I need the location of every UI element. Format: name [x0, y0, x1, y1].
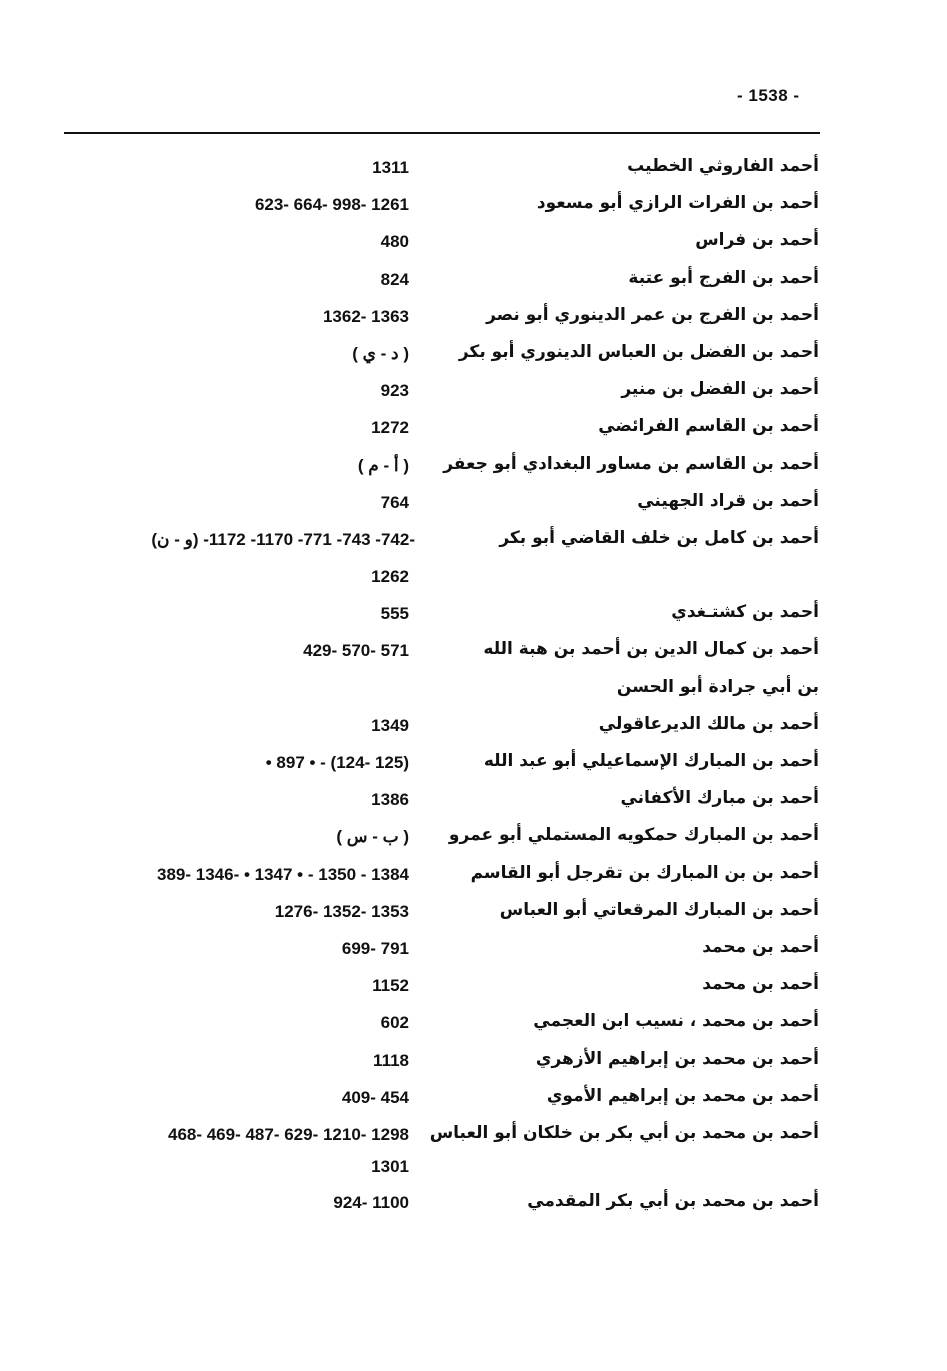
index-entry [0, 262, 947, 299]
entry-name: أحمد بن قراد الجهيني [637, 490, 819, 511]
entry-name: أحمد بن الفضل بن منير [621, 379, 819, 400]
entry-page-refs: (و - ن) -742- 743- 771- 1170- 1172- [151, 529, 415, 549]
entry-page-refs: 1118 [373, 1050, 409, 1070]
entry-page-refs: 389- 1346- • 1347 • - 1350 - 1384 [157, 864, 409, 884]
entry-name: أحمد بن مالك الديرعاقولي [598, 713, 819, 734]
entry-page-refs: ( د - ي ) [352, 343, 409, 363]
index-entry [0, 522, 947, 559]
entry-name: أحمد بن محمد بن أبي بكر المقدمي [527, 1190, 819, 1211]
index-entry [0, 708, 947, 745]
index-entry [0, 299, 947, 336]
index-entry-continuation [0, 559, 947, 596]
index-entry [0, 1080, 947, 1117]
index-entry [0, 448, 947, 485]
entry-name: أحمد بن الفرات الرازي أبو مسعود [536, 193, 819, 214]
index-entry [0, 894, 947, 931]
index-entry-continuation [0, 1149, 947, 1185]
entry-page-refs: 1349 [371, 715, 409, 735]
entry-page-refs: 824 [380, 269, 409, 289]
index-entry [0, 968, 947, 1005]
entry-name: أحمد بن محمد بن إبراهيم الأموي [546, 1085, 819, 1106]
entry-page-refs: 1386 [371, 790, 409, 810]
entry-name: أحمد بن المبارك الإسماعيلي أبو عبد الله [483, 751, 819, 771]
entry-page-refs: 468- 469- 487- 629- 1210- 1298 [167, 1124, 409, 1144]
index-entry [0, 633, 947, 670]
entry-name: أحمد بن كمال الدين بن أحمد بن هبة الله [483, 639, 819, 660]
entry-page-refs: 602 [380, 1013, 409, 1033]
entry-name: أحمد بن كامل بن خلف القاضي أبو بكر [499, 527, 819, 548]
entry-page-refs: 1262 [371, 567, 409, 587]
entry-name: أحمد بن القاسم بن مساور البغدادي أبو جعفر [443, 453, 819, 474]
index-entry [0, 187, 947, 224]
entry-name: أحمد بن القاسم الفرائضي [598, 416, 819, 437]
entry-name: أحمد بن بن المبارك بن تقرجل أبو القاسم [470, 862, 819, 883]
page-number: - 1538 - [737, 86, 800, 105]
index-entry [0, 782, 947, 819]
index-list [0, 150, 947, 1222]
entry-name: أحمد بن المبارك المرقعاتي أبو العباس [499, 899, 819, 920]
entry-page-refs: 1362- 1363 [322, 306, 409, 326]
entry-page-refs: 429- 570- 571 [303, 641, 409, 661]
index-entry [0, 1185, 947, 1222]
entry-name: أحمد بن الفضل بن العباس الدينوري أبو بكر [458, 341, 819, 362]
index-entry [0, 336, 947, 373]
entry-page-refs: 1276- 1352- 1353 [274, 901, 409, 921]
entry-page-refs: 1152 [372, 976, 409, 996]
entry-name: أحمد بن محمد بن أبي بكر بن خلكان أبو العباس [429, 1122, 819, 1143]
entry-page-refs: • 897 • - (124- 125) [265, 753, 409, 772]
entry-name: أحمد بن محمد ، نسيب ابن العجمي [533, 1011, 819, 1032]
entry-name: أحمد بن الفرج بن عمر الدينوري أبو نصر [486, 304, 819, 325]
entry-name: أحمد بن كشتـغدي [671, 602, 819, 623]
index-entry [0, 410, 947, 447]
index-entry [0, 857, 947, 894]
entry-page-refs: 764 [380, 492, 409, 512]
index-entry [0, 1117, 947, 1149]
index-entry [0, 485, 947, 522]
entry-name: أحمد بن الفرج أبو عتبة [628, 267, 819, 288]
entry-page-refs: 409- 454 [341, 1087, 409, 1107]
entry-page-refs: 699- 791 [341, 938, 409, 958]
index-entry [0, 745, 947, 782]
entry-page-refs: ( أ - م ) [357, 455, 409, 475]
index-entry [0, 1005, 947, 1042]
entry-name: أحمد بن محمد [702, 936, 819, 957]
entry-page-refs: ( ب - س ) [336, 827, 409, 847]
index-entry [0, 931, 947, 968]
header-rule [64, 132, 820, 134]
entry-page-refs: 555 [380, 604, 409, 624]
entry-name: أحمد بن المبارك حمكويه المستملي أبو عمرو [448, 825, 819, 846]
entry-name: أحمد الفاروثي الخطيب [627, 156, 819, 176]
entry-page-refs: 923 [380, 381, 409, 401]
entry-page-refs: 480 [380, 232, 409, 252]
entry-page-refs: 1272 [371, 418, 409, 438]
index-entry [0, 819, 947, 856]
entry-name: بن أبي جرادة أبو الحسن [616, 676, 819, 697]
entry-name: أحمد بن محمد [702, 974, 819, 995]
entry-name: أحمد بن محمد بن إبراهيم الأزهري [535, 1048, 819, 1069]
index-entry-continuation [0, 671, 947, 708]
entry-page-refs: 1311 [372, 158, 409, 177]
index-entry [0, 596, 947, 633]
entry-name: أحمد بن فراس [695, 230, 819, 251]
entry-page-refs: 1301 [371, 1156, 409, 1176]
entry-page-refs: 623- 664- 998- 1261 [254, 195, 409, 215]
entry-name: أحمد بن مبارك الأكفاني [620, 788, 819, 809]
entry-page-refs: 924- 1100 [333, 1192, 409, 1212]
index-entry [0, 1043, 947, 1080]
index-entry [0, 150, 947, 187]
index-entry [0, 224, 947, 261]
index-entry [0, 373, 947, 410]
